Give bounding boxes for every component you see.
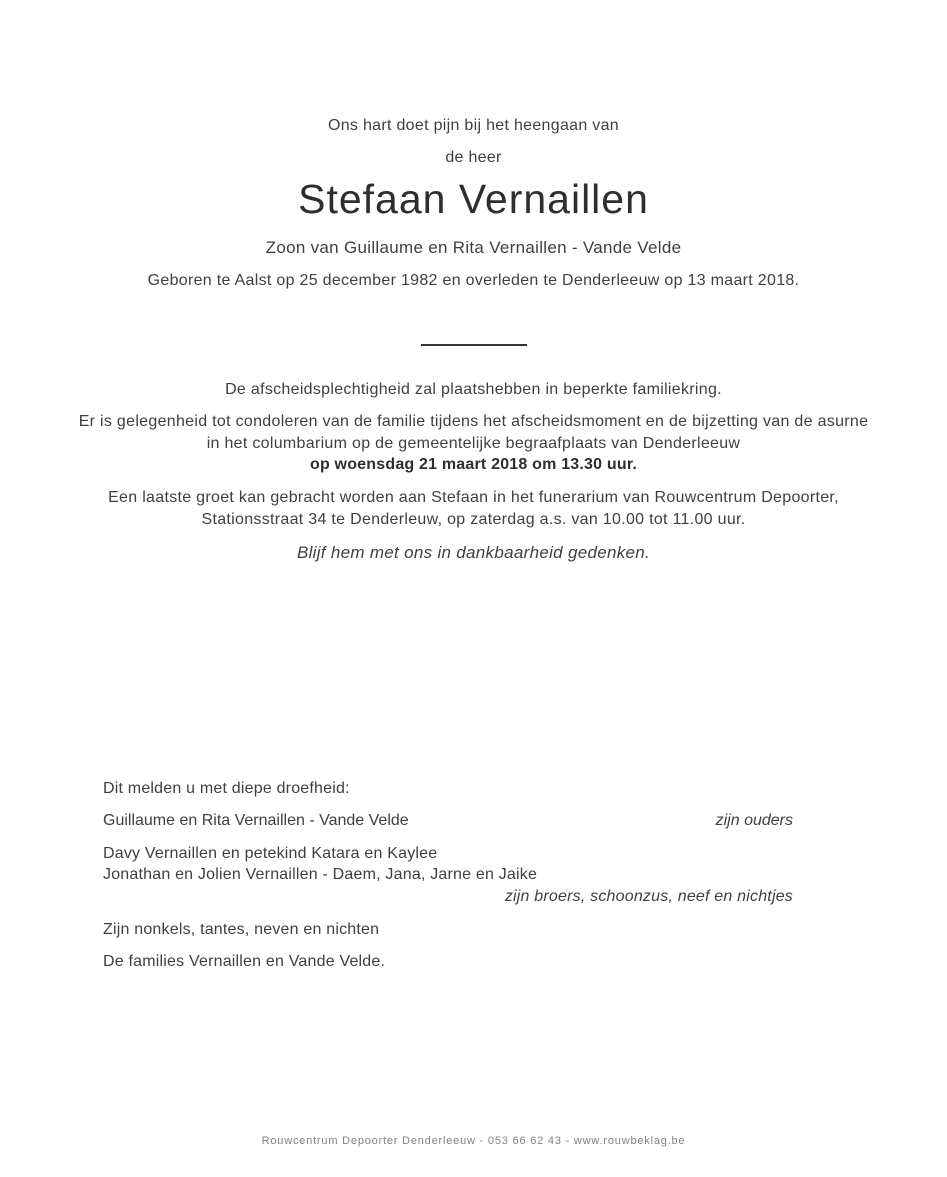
parents-relation: zijn ouders <box>715 812 793 829</box>
parents-names: Guillaume en Rita Vernaillen - Vande Velde <box>103 812 409 829</box>
last-greeting-line-1: Een laatste groet kan gebracht worden aan Stefaan in het funerarium van Rouwcentrum Depoorter, <box>108 489 839 506</box>
funeral-home-footer: Rouwcentrum Depoorter Denderleeuw - 053 66 62 43 - www.rouwbeklag.be <box>261 1135 686 1147</box>
deceased-name-title: Stefaan Vernaillen <box>298 176 649 222</box>
relation-line: Zoon van Guillaume en Rita Vernaillen - Vande Velde <box>265 238 682 257</box>
family-announcement-line: Dit melden u met diepe droefheid: <box>103 780 350 797</box>
siblings-line-2: Jonathan en Jolien Vernaillen - Daem, Jana, Jarne en Jaike <box>103 866 538 883</box>
intro-line: Ons hart doet pijn bij het heengaan van <box>327 117 619 134</box>
condolence-line-2: in het columbarium op de gemeentelijke begraafplaats van Denderleeuw <box>206 435 741 452</box>
last-greeting-line-2: Stationsstraat 34 te Denderleuw, op zaterdag a.s. van 10.00 tot 11.00 uur. <box>201 511 746 528</box>
condolence-line-1: Er is gelegenheid tot condoleren van de familie tijdens het afscheidsmoment en de bijzetting van de asurne <box>78 413 869 430</box>
siblings-line-1: Davy Vernaillen en petekind Katara en Kaylee <box>103 845 438 862</box>
family-announcement-block <box>103 0 793 1177</box>
relatives-line: Zijn nonkels, tantes, neven en nichten <box>103 921 380 938</box>
parents-row <box>103 812 793 830</box>
life-dates-line: Geboren te Aalst op 25 december 1982 en overleden te Denderleeuw op 13 maart 2018. <box>147 272 800 289</box>
ceremony-datetime-line: op woensdag 21 maart 2018 om 13.30 uur. <box>309 456 638 473</box>
salutation-line: de heer <box>445 149 502 166</box>
private-service-line: De afscheidsplechtigheid zal plaatshebben in beperkte familiekring. <box>225 381 722 398</box>
remembrance-line: Blijf hem met ons in dankbaarheid gedenken. <box>296 543 651 562</box>
families-line: De families Vernaillen en Vande Velde. <box>103 953 386 970</box>
siblings-relation: zijn broers, schoonzus, neef en nichtjes <box>504 888 793 905</box>
